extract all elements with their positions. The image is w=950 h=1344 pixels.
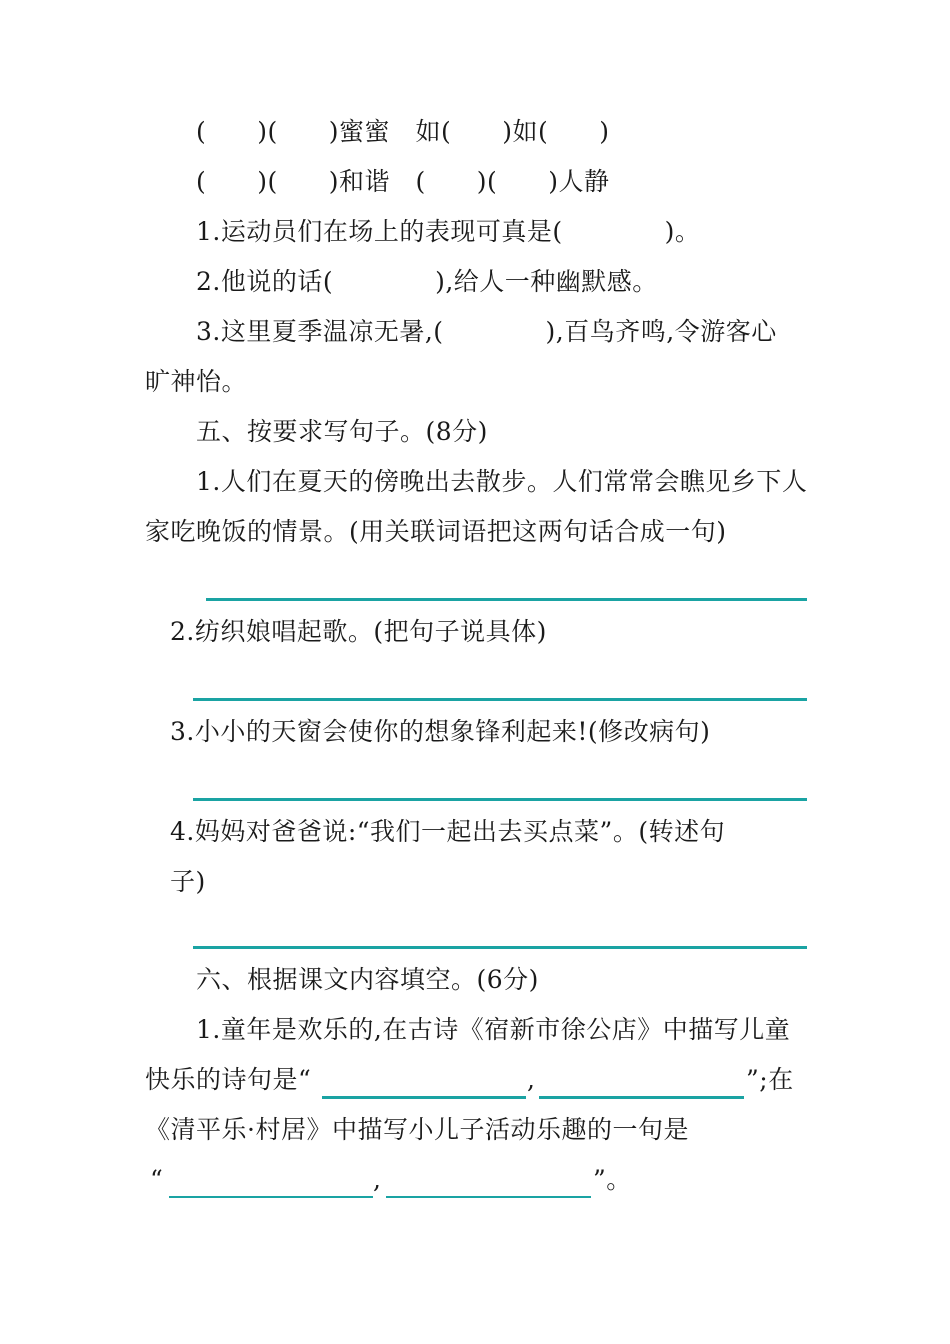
s6-question-1-line3: 《清平乐·村居》中描写小儿子活动乐趣的一句是: [145, 1115, 689, 1144]
s6-question-1: 1.童年是欢乐的,在古诗《宿新市徐公店》中描写儿童: [196, 1015, 791, 1044]
s5-question-3: 3.小小的天窗会使你的想象锋利起来!(修改病句): [170, 717, 711, 746]
s5-question-4: 4.妈妈对爸爸说:“我们一起出去买点菜”。(转述句: [170, 817, 726, 846]
fill-question-3-cont: 旷神怡。: [145, 367, 248, 396]
s5-question-2: 2.纺织娘唱起歌。(把句子说具体): [170, 617, 547, 646]
poem-blank-2[interactable]: [539, 1096, 744, 1099]
s6-question-1-line4-start: “: [150, 1165, 164, 1194]
fill-question-3: 3.这里夏季温凉无暑,( ),百鸟齐鸣,令游客心: [196, 317, 777, 346]
s6-question-1-line2-end: ”;在: [746, 1065, 794, 1094]
poem-blank-4[interactable]: [386, 1196, 591, 1198]
s6-comma-1: ,: [527, 1065, 536, 1094]
s6-question-1-line2-start: 快乐的诗句是“: [145, 1065, 312, 1094]
answer-line-s5-q3[interactable]: [193, 798, 807, 801]
section-6-title: 六、根据课文内容填空。(6分): [196, 965, 539, 994]
answer-line-s5-q4[interactable]: [193, 946, 807, 949]
section-5-title: 五、按要求写句子。(8分): [196, 417, 488, 446]
idiom-row-2: ( )( )和谐 ( )( )人静: [196, 167, 610, 196]
s6-question-1-line4-end: ”。: [593, 1165, 632, 1194]
answer-line-s5-q2[interactable]: [193, 698, 807, 701]
idiom-row-1: ( )( )蜜蜜 如( )如( ): [196, 117, 610, 146]
fill-question-1: 1.运动员们在场上的表现可真是( )。: [196, 217, 701, 246]
fill-question-2: 2.他说的话( ),给人一种幽默感。: [196, 267, 658, 296]
s5-question-4-cont: 子): [170, 867, 206, 896]
poem-blank-1[interactable]: [322, 1096, 526, 1099]
answer-line-s5-q1[interactable]: [206, 598, 807, 601]
s5-question-1-cont: 家吃晚饭的情景。(用关联词语把这两句话合成一句): [145, 517, 727, 546]
s5-question-1: 1.人们在夏天的傍晚出去散步。人们常常会瞧见乡下人: [196, 467, 808, 496]
s6-comma-2: ,: [373, 1165, 382, 1194]
poem-blank-3[interactable]: [169, 1196, 373, 1198]
